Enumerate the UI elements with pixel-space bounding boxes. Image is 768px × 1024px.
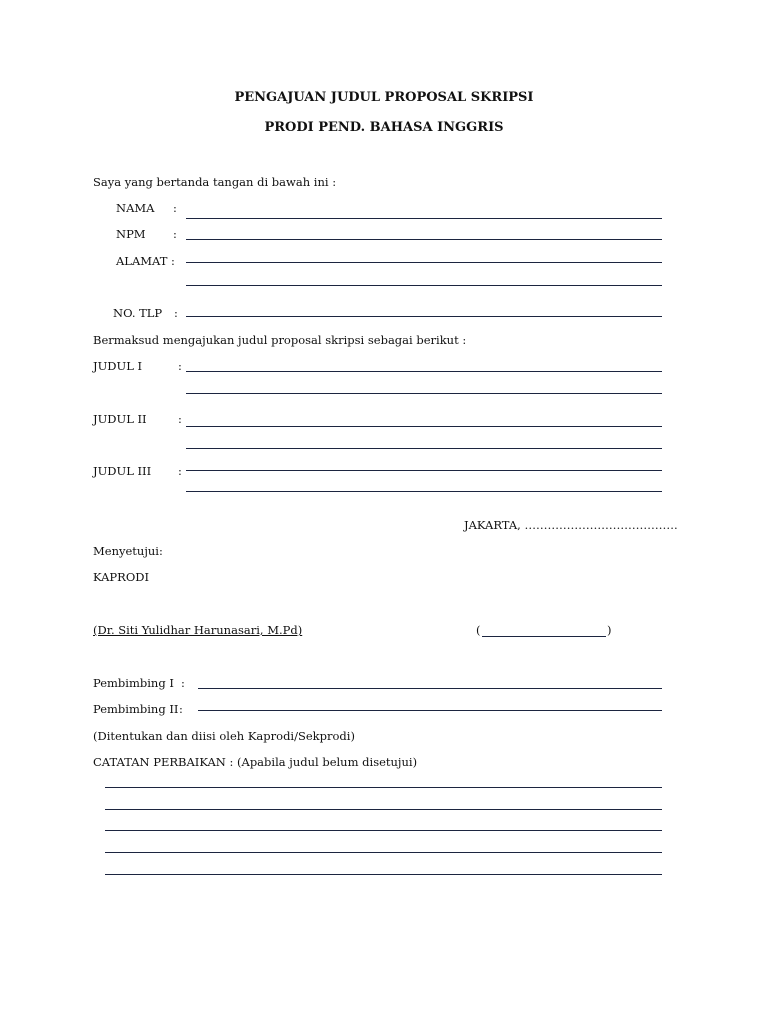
- tlp-colon: :: [174, 306, 178, 320]
- judul1-colon: :: [178, 359, 182, 373]
- nama-field-line[interactable]: [186, 218, 662, 219]
- judul2-colon: :: [178, 412, 182, 426]
- npm-colon: :: [173, 227, 177, 241]
- revision-line-3[interactable]: [105, 830, 662, 831]
- judul2-label: JUDUL II: [93, 412, 147, 426]
- nama-colon: :: [173, 201, 177, 215]
- judul3-label: JUDUL III: [93, 464, 152, 478]
- kaprodi-name: (Dr. Siti Yulidhar Harunasari, M.Pd): [93, 623, 303, 637]
- revision-line-2[interactable]: [105, 809, 662, 810]
- advisor-note: (Ditentukan dan diisi oleh Kaprodi/Sekprodi): [93, 729, 355, 743]
- intro-text: Saya yang bertanda tangan di bawah ini :: [93, 175, 337, 189]
- revision-line-5[interactable]: [105, 874, 662, 875]
- judul1-field-line-1[interactable]: [186, 371, 662, 372]
- tlp-label: NO. TLP: [113, 306, 163, 320]
- nama-label: NAMA: [116, 201, 155, 215]
- signature-open-paren: (: [476, 623, 481, 637]
- npm-field-line[interactable]: [186, 239, 662, 240]
- judul2-field-line-1[interactable]: [186, 426, 662, 427]
- judul3-field-line-1[interactable]: [186, 470, 662, 471]
- alamat-field-line-1[interactable]: [186, 262, 662, 263]
- revision-line-1[interactable]: [105, 787, 662, 788]
- npm-label: NPM: [116, 227, 146, 241]
- signature-line[interactable]: [482, 636, 606, 637]
- form-title: PENGAJUAN JUDUL PROPOSAL SKRIPSI: [234, 90, 534, 105]
- advisor1-label: Pembimbing I: [93, 676, 174, 690]
- judul1-field-line-2[interactable]: [186, 393, 662, 394]
- advisor1-colon: :: [181, 676, 185, 690]
- judul2-field-line-2[interactable]: [186, 448, 662, 449]
- approve-label: Menyetujui:: [93, 544, 163, 558]
- tlp-field-line[interactable]: [186, 316, 662, 317]
- judul3-colon: :: [178, 464, 182, 478]
- revision-label: CATATAN PERBAIKAN : (Apabila judul belum disetujui): [93, 755, 418, 769]
- alamat-label: ALAMAT: [116, 254, 168, 268]
- judul1-label: JUDUL I: [93, 359, 143, 373]
- kaprodi-label: KAPRODI: [93, 570, 150, 584]
- signature-close-paren: ): [607, 623, 612, 637]
- alamat-colon: :: [171, 254, 175, 268]
- place-date: JAKARTA, ………………………………….: [464, 518, 678, 532]
- revision-line-4[interactable]: [105, 852, 662, 853]
- judul3-field-line-2[interactable]: [186, 491, 662, 492]
- advisor2-label: Pembimbing II: [93, 702, 179, 716]
- advisor2-colon: :: [179, 702, 183, 716]
- alamat-field-line-2[interactable]: [186, 285, 662, 286]
- form-subtitle: PRODI PEND. BAHASA INGGRIS: [264, 120, 504, 135]
- proposal-intro-text: Bermaksud mengajukan judul proposal skripsi sebagai berikut :: [93, 333, 467, 347]
- advisor2-field-line[interactable]: [198, 710, 662, 711]
- advisor1-field-line[interactable]: [198, 688, 662, 689]
